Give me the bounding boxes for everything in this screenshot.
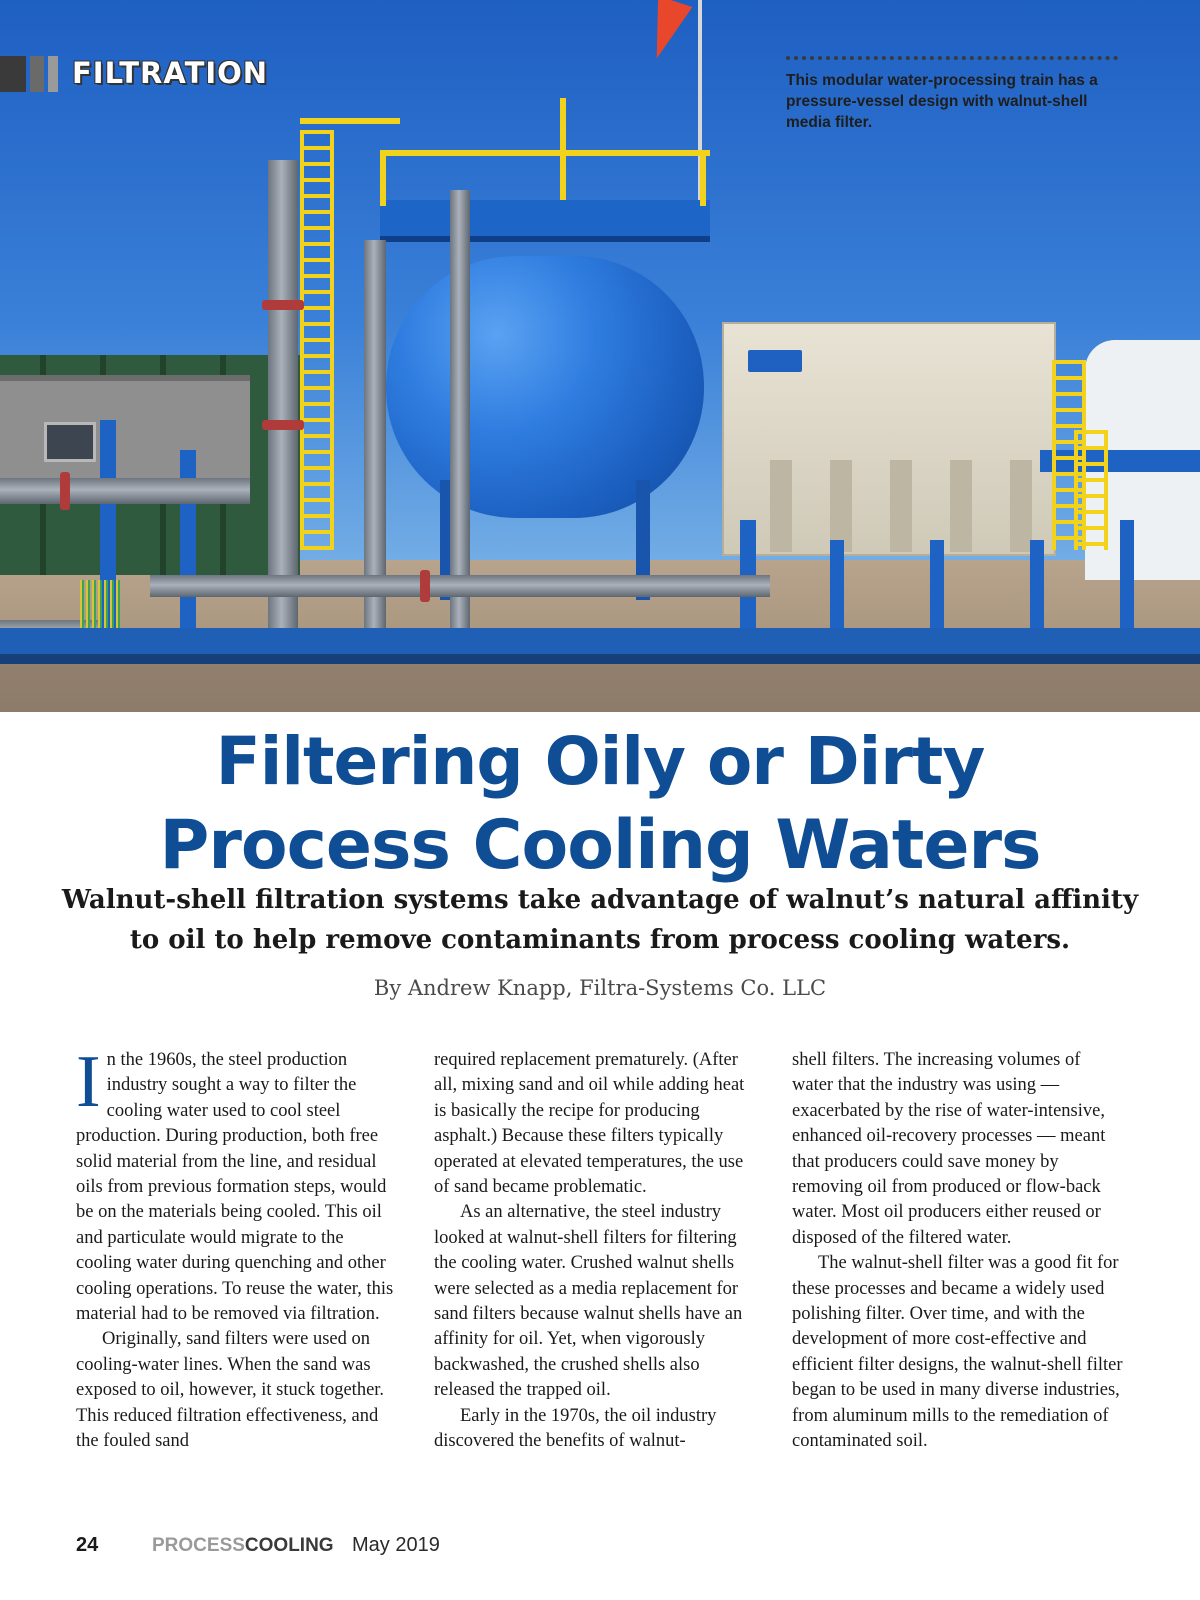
article-headline <box>0 720 1200 888</box>
ground-shadow <box>0 660 1200 712</box>
paragraph: As an alternative, the steel industry looked at walnut-shell filters for filtering the cooling water. Crushed walnut shells were selected as a media replacement for sand filters because walnut shells have an affinity for oil. Yet, when vigorously backwashed, the crushed shells also released the trapped oil. <box>434 1202 743 1401</box>
equipment-skid-base <box>0 654 1200 664</box>
clarifier-rib <box>770 460 792 552</box>
platform-railing <box>380 150 386 206</box>
pipe-flange <box>420 570 430 602</box>
caption-divider <box>786 56 1118 60</box>
vertical-pipe <box>268 160 298 630</box>
horizontal-pipe <box>0 478 250 504</box>
headline-line-1: Filtering Oily or Dirty <box>215 723 985 800</box>
brand-part-2: COOLING <box>244 1535 334 1556</box>
platform-railing <box>560 98 566 200</box>
section-tag-bar <box>48 56 58 92</box>
clarifier-rib <box>950 460 972 552</box>
article-subhead: Walnut-shell filtration systems take advantage of walnut’s natural affinity to oil to help remove contaminants from process cooling waters. <box>61 885 1139 955</box>
platform-railing <box>380 150 710 156</box>
skid-frame-post <box>1030 540 1044 630</box>
section-tag-bar <box>30 56 44 92</box>
body-column-3 <box>792 1048 1124 1455</box>
paragraph: Early in the 1970s, the oil industry discovered the benefits of walnut- <box>434 1405 717 1452</box>
section-label: FILTRATION <box>72 56 269 90</box>
trailer-window <box>44 422 96 462</box>
office-trailer <box>0 375 250 491</box>
top-platform <box>380 200 710 242</box>
horizontal-pipe <box>150 575 770 597</box>
platform-railing <box>700 150 706 206</box>
clarifier-rib <box>890 460 912 552</box>
paragraph: shell filters. The increasing volumes of water that the industry was using — exacerbated by the rise of water-intensive, enhanced oil-recovery processes — meant that producers could save money by removing oil from produced or flow-back water. Most oil producers either reused or disposed of the filtered water. <box>792 1050 1106 1248</box>
vertical-pipe <box>450 190 470 630</box>
body-column-1 <box>76 1041 398 1455</box>
pipe-flange <box>262 300 304 310</box>
magazine-brand <box>152 1535 334 1557</box>
skid-frame-post <box>1120 520 1134 630</box>
brand-part-1: PROCESS <box>152 1535 245 1556</box>
section-tag-bar <box>0 56 26 92</box>
page-number: 24 <box>76 1534 99 1556</box>
byline: By Andrew Knapp, Filtra-Systems Co. LLC <box>373 976 827 1000</box>
pressure-vessel <box>386 256 704 518</box>
headline-line-2: Process Cooling Waters <box>159 806 1041 885</box>
clarifier-logo-plate <box>748 350 802 372</box>
paragraph: The walnut-shell filter was a good fit for these processes and became a widely used polishing filter. Over time, and with the development of more cost-effective and efficient filter designs, the walnut-shell filter began to be used in many diverse industries, from aluminum mills to the remediation of contaminated soil. <box>792 1253 1123 1452</box>
drop-cap: I <box>76 1041 101 1123</box>
skid-frame-post <box>830 540 844 630</box>
skid-frame-post <box>180 450 196 630</box>
pipe-flange <box>60 472 70 510</box>
paragraph-text: n the 1960s, the steel production industry sought a way to filter the cooling water used to cool steel production. During production, both free solid material from the line, and residual oils from previous formation steps, would be on the materials being cooled. This oil and particulate would migrate to the cooling water during quenching and other cooling operations. To reuse the water, this material had to be removed via filtration. <box>76 1050 394 1325</box>
windsock-flag <box>640 0 693 64</box>
paragraph: required replacement prematurely. (After all, mixing sand and oil while adding heat is basically the recipe for producing asphalt.) Because these filters typically operated at elevated temperatures, the use of sand became problematic. <box>434 1050 745 1198</box>
clarifier-rib <box>1010 460 1032 552</box>
equipment-skid <box>0 628 1200 654</box>
skid-frame-post <box>930 540 944 630</box>
access-ladder <box>1074 430 1108 550</box>
platform-railing <box>300 118 400 124</box>
issue-date: May 2019 <box>352 1534 440 1556</box>
access-ladder <box>300 130 334 550</box>
paragraph: Originally, sand filters were used on cooling-water lines. When the sand was exposed to oil, however, it stuck together. This reduced filtration effectiveness, and the fouled sand <box>76 1329 385 1452</box>
clarifier-rib <box>830 460 852 552</box>
pipe-flange <box>262 420 304 430</box>
vertical-pipe <box>364 240 386 630</box>
body-column-2 <box>434 1048 756 1455</box>
paragraph <box>76 1041 398 1327</box>
photo-caption: This modular water-processing train has a pressure-vessel design with walnut-shell media filter. <box>786 72 1098 131</box>
